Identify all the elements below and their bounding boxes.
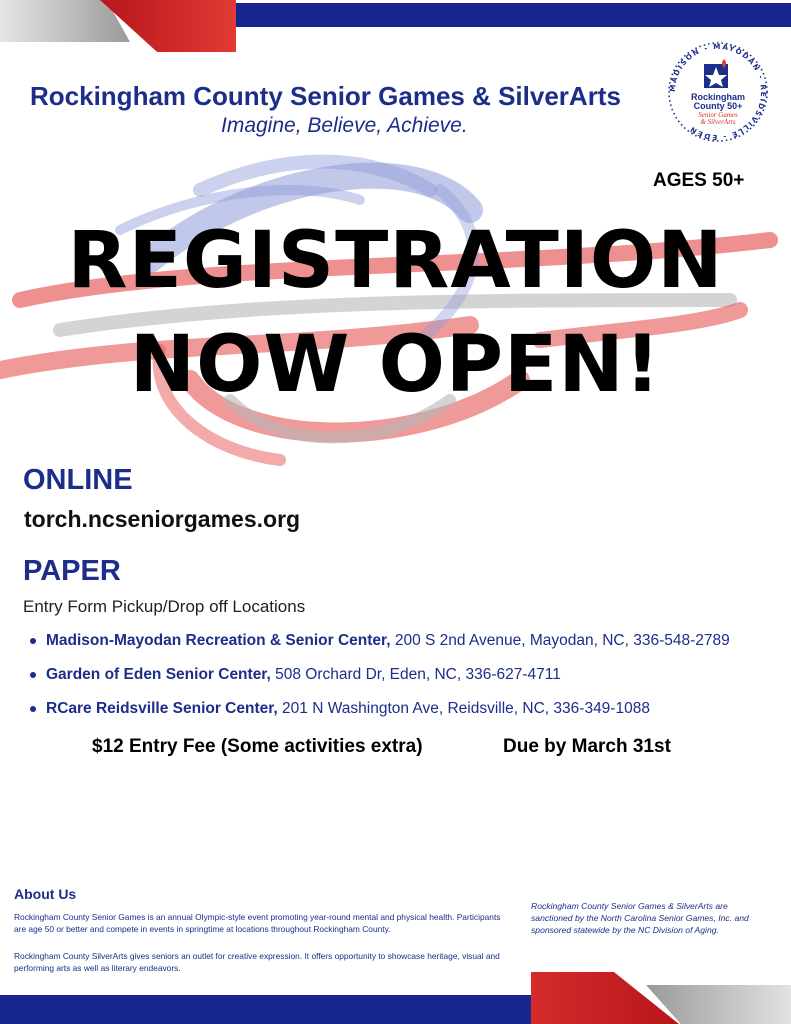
- logo-line2: County 50+: [693, 101, 743, 111]
- location-detail: 201 N Washington Ave, Reidsville, NC, 336-349-1088: [277, 700, 650, 717]
- location-detail: 508 Orchard Dr, Eden, NC, 336-627-4711: [270, 666, 561, 683]
- paper-heading: PAPER: [23, 555, 121, 587]
- location-list: [28, 624, 730, 726]
- headline-registration: REGISTRATION: [67, 216, 724, 306]
- paper-subheading: Entry Form Pickup/Drop off Locations: [23, 597, 306, 616]
- online-heading: ONLINE: [23, 464, 133, 496]
- location-name: Madison-Mayodan Recreation & Senior Center,: [46, 632, 391, 649]
- senior-games-logo: [666, 40, 770, 144]
- headline-now-open: NOW OPEN!: [129, 320, 662, 410]
- ages-badge: AGES 50+: [653, 170, 745, 191]
- entry-fee: $12 Entry Fee (Some activities extra): [92, 736, 423, 757]
- registration-url-link[interactable]: torch.ncseniorgames.org: [24, 506, 301, 532]
- bottom-red-stripe: [531, 972, 679, 1024]
- location-name: Garden of Eden Senior Center,: [46, 666, 271, 683]
- tagline: Imagine, Believe, Achieve.: [221, 114, 468, 137]
- flag-swirl-graphic: [0, 150, 791, 480]
- sanction-note: Rockingham County Senior Games & SilverArts are sanctioned by the North Carolina Senior Games, Inc. and sponsored statewide by the NC Division of Aging.: [531, 901, 749, 935]
- logo-ring-text: MADISON - MAYODAN - REIDSVILLE - EDEN: [667, 41, 769, 143]
- about-paragraph-silverarts: Rockingham County SilverArts gives seniors an outlet for creative expression. It offers opportunity to showcase heritage, visual and performing arts as well as literary endeavors.: [14, 951, 500, 973]
- about-paragraph-games: Rockingham County Senior Games is an annual Olympic-style event promoting year-round mental and physical health. Participants are age 50 or better and compete in events in springtime at locations throughout Rockingham County.: [14, 912, 501, 934]
- logo-line4: & SilverArts: [700, 118, 736, 126]
- location-detail: 200 S 2nd Avenue, Mayodan, NC, 336-548-2789: [390, 632, 730, 649]
- page-title: Rockingham County Senior Games & SilverArts: [30, 81, 621, 111]
- list-item: [28, 692, 730, 726]
- logo-line3: Senior Games: [698, 111, 738, 119]
- top-blue-stripe: [236, 3, 791, 27]
- bottom-blue-stripe: [0, 995, 531, 1024]
- about-heading: About Us: [14, 886, 77, 902]
- location-name: RCare Reidsville Senior Center,: [46, 700, 278, 717]
- list-item: [28, 658, 730, 692]
- due-date: Due by March 31st: [503, 736, 671, 757]
- list-item: [28, 624, 730, 658]
- logo-line1: Rockingham: [690, 92, 746, 102]
